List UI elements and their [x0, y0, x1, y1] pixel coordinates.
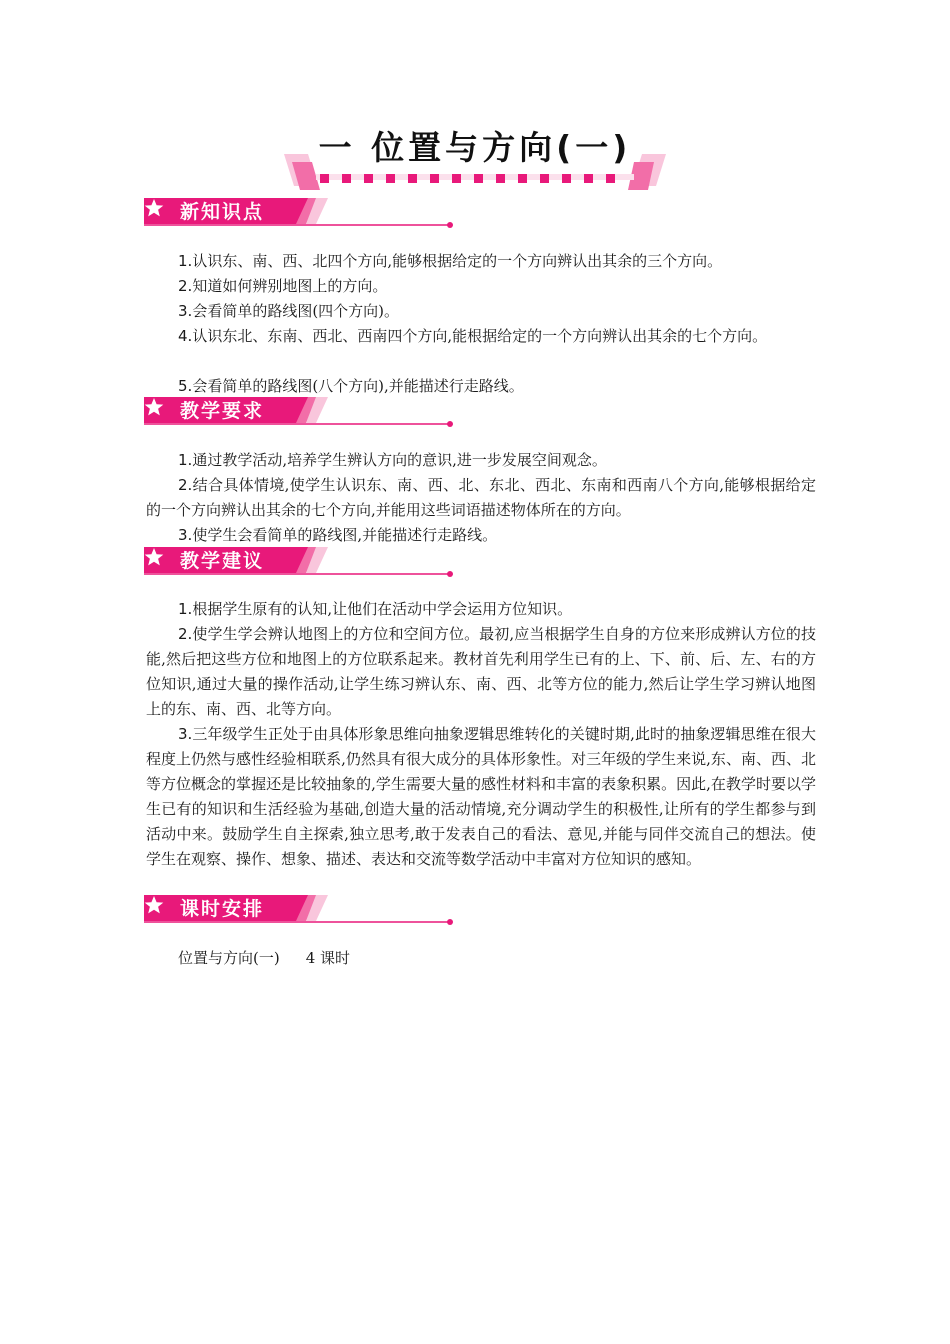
section-heading: 教学要求	[180, 400, 265, 422]
section-header-teaching-requirements	[144, 397, 456, 427]
star-icon	[144, 547, 164, 567]
star-icon	[144, 895, 164, 915]
section-header-teaching-suggestions	[144, 547, 456, 577]
section-heading: 教学建议	[180, 550, 265, 572]
list-item: 5.会看简单的路线图(八个方向),并能描述行走路线。	[178, 377, 524, 395]
list-item: 2.结合具体情境,使学生认识东、南、西、北、东北、西北、东南和西南八个方向,能够根据给定的一个方向辨认出其余的七个方向,并能用这些词语描述物体所在的方向。	[146, 476, 816, 519]
list-item: 2.使学生学会辨认地图上的方位和空间方位。最初,应当根据学生自身的方位来形成辨认方位的技能,然后把这些方位和地图上的方位联系起来。教材首先利用学生已有的上、下、前、后、左、右的方位知识,通过大量的操作活动,让学生练习辨认东、南、西、北等方位的能力,然后让学生学习辨认地图上的东、南、西、北等方向。	[146, 625, 816, 718]
title-decoration	[278, 150, 672, 198]
schedule-hours: 4 课时	[305, 949, 351, 967]
page-title: 一 位置与方向(一)	[318, 128, 632, 167]
list-item: 3.会看简单的路线图(四个方向)。	[178, 302, 400, 320]
list-item: 1.认识东、南、西、北四个方向,能够根据给定的一个方向辨认出其余的三个方向。	[178, 252, 723, 270]
section-heading: 新知识点	[180, 201, 265, 223]
schedule-row	[178, 946, 350, 971]
section-header-schedule	[144, 895, 456, 925]
section-heading: 课时安排	[180, 898, 265, 920]
list-item: 4.认识东北、东南、西北、西南四个方向,能根据给定的一个方向辨认出其余的七个方向。	[178, 327, 768, 345]
star-icon	[144, 397, 164, 417]
schedule-topic: 位置与方向(一)	[178, 949, 280, 967]
list-item: 1.通过教学活动,培养学生辨认方向的意识,进一步发展空间观念。	[178, 451, 607, 469]
list-item: 1.根据学生原有的认知,让他们在活动中学会运用方位知识。	[178, 600, 573, 618]
list-item: 3.三年级学生正处于由具体形象思维向抽象逻辑思维转化的关键时期,此时的抽象逻辑思维在很大程度上仍然与感性经验相联系,仍然具有很大成分的具体形象性。对三年级的学生来说,东、南、西、北等方位概念的掌握还是比较抽象的,学生需要大量的感性材料和丰富的表象积累。因此,在教学时要以学生已有的知识和生活经验为基础,创造大量的活动情境,充分调动学生的积极性,让所有的学生都参与到活动中来。鼓励学生自主探索,独立思考,敢于发表自己的看法、意见,并能与同伴交流自己的想法。使学生在观察、操作、想象、描述、表达和交流等数学活动中丰富对方位知识的感知。	[146, 725, 816, 868]
list-item: 3.使学生会看简单的路线图,并能描述行走路线。	[178, 526, 498, 544]
star-icon	[144, 198, 164, 218]
section-header-new-knowledge	[144, 198, 456, 228]
list-item: 2.知道如何辨别地图上的方向。	[178, 277, 388, 295]
